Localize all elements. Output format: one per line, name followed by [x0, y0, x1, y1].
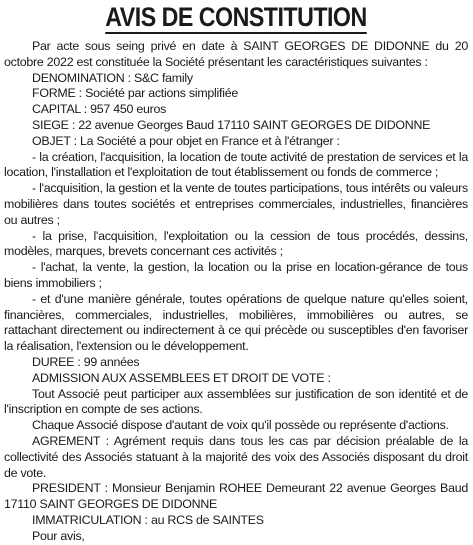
objet-item-3: - la prise, l'acquisition, l'exploitation ou la cession de tous procédés, dessins, modèles, marques, brevets concernant ces activités ; — [4, 228, 468, 259]
objet-item-2: - l'acquisition, la gestion et la vente de toutes participations, tous intérêts ou valeurs mobilières dans toutes sociétés et entreprises commerciales, industrielles, financières ou autres ; — [4, 181, 468, 227]
capital-line: CAPITAL : 957 450 euros — [32, 102, 167, 117]
admission-heading: ADMISSION AUX ASSEMBLEES ET DROIT DE VOTE : — [32, 370, 331, 385]
objet-item-1: - la création, l'acquisition, la location de toute activité de prestation de services et la location, l'installation et l'exploitation de tout établissement ou fonds de commerce ; — [4, 149, 468, 180]
president-paragraph: PRESIDENT : Monsieur Benjamin ROHEE Demeurant 22 avenue Georges Baud 17110 SAINT GEORGES DE DIDONNE — [4, 481, 468, 512]
duree-line: DUREE : 99 années — [32, 354, 140, 369]
objet-line: OBJET : La Société a pour objet en France et à l'étranger : — [32, 133, 340, 148]
immatriculation-line: IMMATRICULATION : au RCS de SAINTES — [32, 512, 264, 527]
notice-body — [4, 39, 468, 545]
forme-line: FORME : Société par actions simplifiée — [32, 86, 239, 101]
closing-line: Pour avis, — [32, 528, 85, 543]
objet-item-4: - l'achat, la vente, la gestion, la location ou la prise en location-gérance de tous biens immobiliers ; — [4, 260, 468, 290]
intro-paragraph: Par acte sous seing privé en date à SAINT GEORGES DE DIDONNE du 20 octobre 2022 est constituée la Société présentant les caractéristiques suivantes : — [4, 39, 468, 69]
title-container — [4, 3, 468, 34]
objet-item-5: - et d'une manière générale, toutes opérations de quelque nature qu'elles soient, financières, commerciales, industrielles, mobilières, immobilières ou autres, se rattachant directement ou indirectement à ce qui précède ou susceptibles d'en favoriser la réalisation, l'extension ou le développement. — [4, 291, 468, 354]
admission-paragraph: Tout Associé peut participer aux assemblées sur justification de son identité et de l'inscription en compte de ses actions. — [4, 386, 468, 417]
siege-line: SIEGE : 22 avenue Georges Baud 17110 SAINT GEORGES DE DIDONNE — [32, 117, 431, 132]
notice-title: AVIS DE CONSTITUTION — [105, 2, 367, 32]
denomination-line: DENOMINATION : S&C family — [32, 70, 193, 85]
agrement-paragraph: AGREMENT : Agrément requis dans tous les cas par décision préalable de la collectivité des Associés statuant à la majorité des voix des Associés disposant du droit de vote. — [4, 433, 468, 480]
voting-paragraph: Chaque Associé dispose d'autant de voix qu'il possède ou représente d'actions. — [32, 418, 449, 433]
